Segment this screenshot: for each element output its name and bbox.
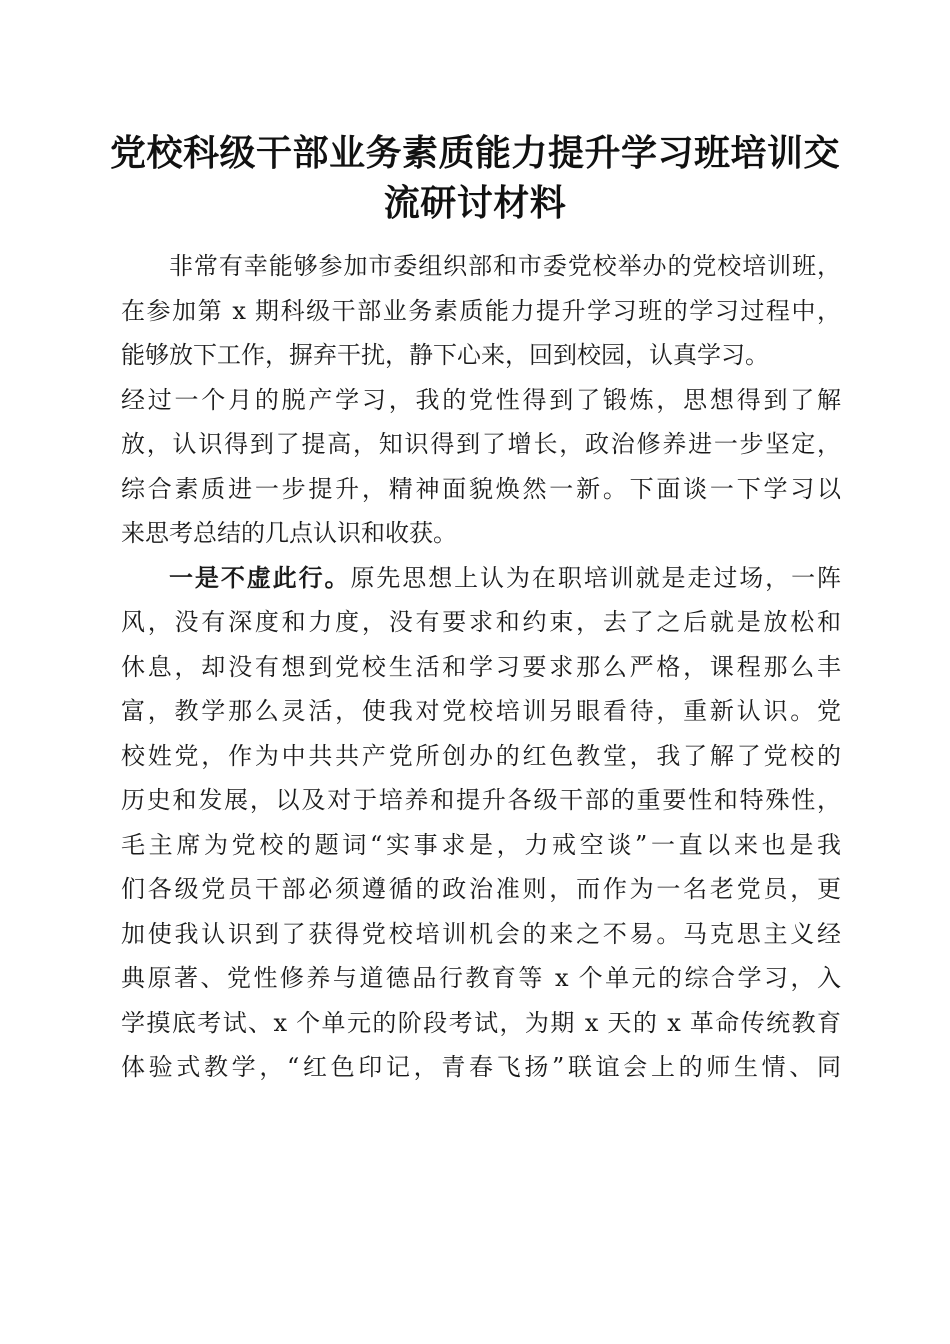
text-line: 非常有幸能够参加市委组织部和市委党校举办的党校培训班， [169, 252, 841, 280]
text-line [121, 556, 841, 601]
text-line: 学摸底考试、x 个单元的阶段考试，为期 x 天的 x 革命传统教育 [121, 1008, 841, 1037]
title-line: 流研讨材料 [383, 182, 567, 224]
text-line: 毛主席为党校的题词“实事求是，力戒空谈”一直以来也是我 [121, 830, 841, 859]
text-line: 经过一个月的脱产学习，我的党性得到了锻炼，思想得到了解 [121, 385, 841, 414]
document-body [121, 244, 841, 1090]
title-line: 党校科级干部业务素质能力提升学习班培训交 [110, 132, 841, 174]
text-line: 能够放下工作，摒弃干扰，静下心来，回到校园，认真学习。 [121, 341, 769, 369]
text-line: 放，认识得到了提高，知识得到了增长，政治修养进一步坚定， [121, 430, 841, 458]
paragraph-lead: 一是不虚此行。 [169, 562, 351, 592]
text-line: 典原著、党性修养与道德品行教育等 x 个单元的综合学习，入 [121, 964, 841, 992]
text-line: 在参加第 x 期科级干部业务素质能力提升学习班的学习过程中， [121, 296, 841, 325]
text-line: 综合素质进一步提升，精神面貌焕然一新。下面谈一下学习以 [121, 474, 841, 503]
text-line: 来思考总结的几点认识和收获。 [121, 519, 457, 547]
text-line: 休息，却没有想到党校生活和学习要求那么严格，课程那么丰 [121, 652, 841, 681]
text-line: 体验式教学，“红色印记，青春飞扬”联谊会上的师生情、同 [121, 1053, 841, 1081]
text-line: 加使我认识到了获得党校培训机会的来之不易。马克思主义经 [121, 919, 841, 948]
paragraph-point-one [121, 556, 841, 1090]
text-line: 们各级党员干部必须遵循的政治准则，而作为一名老党员，更 [121, 875, 841, 903]
document-title [110, 128, 840, 228]
text-line: 校姓党，作为中共共产党所创办的红色教堂，我了解了党校的 [121, 741, 841, 770]
text-line: 风，没有深度和力度，没有要求和约束，去了之后就是放松和 [121, 608, 841, 636]
text-line: 富，教学那么灵活，使我对党校培训另眼看待，重新认识。党 [121, 697, 841, 725]
text-line: 历史和发展，以及对于培养和提升各级干部的重要性和特殊性， [121, 786, 841, 814]
paragraph-intro [121, 244, 841, 556]
text-line-rest: 原先思想上认为在职培训就是走过场，一阵 [350, 563, 842, 592]
